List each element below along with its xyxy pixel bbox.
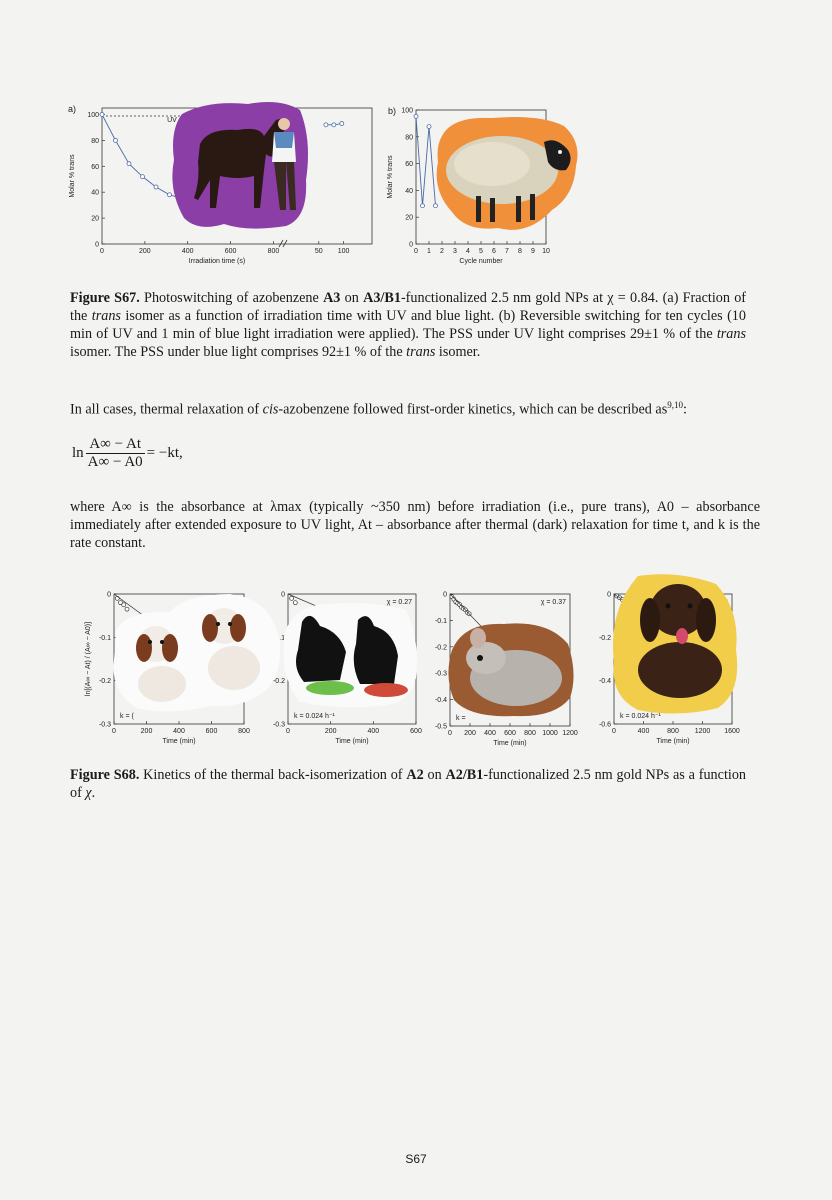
caption-text: . (91, 785, 96, 801)
x-axis-label: Time (min) (656, 738, 690, 745)
axis-break (279, 240, 287, 247)
x-tick-label: 2 (440, 248, 444, 255)
y-tick-label: 0 (107, 591, 111, 599)
paragraph-italic: cis (262, 401, 279, 418)
caption-text: on (340, 290, 364, 306)
uv-data-point (154, 185, 158, 189)
uv-annotation: UV (167, 117, 177, 124)
figure-s67-caption (70, 289, 746, 361)
x-tick-label: 10 (542, 248, 550, 255)
definitions-paragraph: where A∞ is the absorbance at λmax (typically ~350 nm) before irradiation (i.e., pure trans), A0 – absorbance immediately after extended exposure to UV light, At – absorbance after thermal (dark) relaxation for time t, and k is the rate constant. (70, 499, 760, 551)
uv-data-point (100, 112, 104, 116)
x-tick-label: 100 (337, 248, 350, 255)
equation-rhs: = −kt, (146, 444, 183, 461)
x-tick-label: 600 (410, 728, 422, 735)
caption-text: -functionalized 2.5 nm gold NPs as a function of (70, 767, 747, 801)
x-tick-label: 200 (324, 728, 337, 735)
y-tick-label: 0 (607, 591, 611, 599)
y-tick-label: -0.5 (434, 723, 447, 731)
x-tick-label: 9 (531, 248, 535, 255)
puppies-sticker (110, 590, 282, 716)
caption-text: isomer as a function of irradiation time with UV and blue light. (b) Reversible switching for ten cycles (10 min of UV and 1 min of blue light irradiation were applied). The PSS under UV light comprises 29±1 % of the (70, 308, 746, 342)
y-tick-label: -0.1 (434, 617, 447, 625)
x-tick-label: 0 (100, 248, 104, 255)
paragraph-text: -azobenzene followed first-order kinetics, which can be described as (278, 401, 668, 418)
uv-data-point (114, 138, 118, 142)
caption-label: Figure S68. (70, 767, 140, 783)
rate-constant-label: k = 0.024 h⁻¹ (620, 713, 661, 720)
rate-equation (72, 436, 183, 471)
blue-data-point (332, 123, 336, 127)
y-axis-label: ln[(A∞ − At) / (A∞ − A0)] (85, 621, 92, 697)
y-tick-label: 0 (443, 591, 447, 599)
x-tick-label: 800 (667, 728, 679, 735)
x-tick-label: 600 (504, 730, 516, 737)
x-tick-label: 0 (112, 728, 116, 735)
x-tick-label: 1000 (542, 730, 558, 737)
y-tick-label: 0 (281, 591, 285, 599)
body-paragraph (70, 396, 760, 419)
y-tick-label: 80 (91, 137, 99, 145)
switching-data-point (414, 114, 418, 118)
caption-italic: trans (716, 326, 746, 342)
x-tick-label: 50 (314, 248, 323, 255)
y-tick-label: -0.2 (98, 678, 111, 686)
blue-data-point (340, 122, 344, 126)
x-tick-label: 200 (139, 248, 151, 255)
caption-text: Photoswitching of azobenzene (139, 290, 324, 306)
reference-superscript: 9,10 (667, 400, 683, 410)
x-tick-label: 0 (448, 730, 452, 737)
caption-text: isomer. The PSS under blue light comprises 92±1 % of the (70, 344, 407, 360)
black-puppies-sticker (280, 598, 420, 710)
y-tick-label: 100 (87, 111, 99, 119)
equation-fraction (86, 436, 145, 471)
x-tick-label: 0 (612, 728, 616, 735)
x-tick-label: 400 (173, 728, 185, 735)
chi-label: χ = 0.37 (540, 599, 566, 606)
y-tick-label: 0 (409, 241, 413, 249)
y-tick-label: 40 (91, 189, 99, 197)
chi-label: χ = 0.27 (386, 599, 412, 606)
x-tick-label: 4 (466, 248, 470, 255)
x-tick-label: 5 (479, 248, 483, 255)
uv-data-point (127, 162, 131, 166)
y-tick-label: 80 (405, 134, 413, 142)
y-tick-label: -0.2 (434, 644, 447, 652)
x-tick-label: 400 (181, 248, 194, 255)
x-tick-label: 1600 (724, 728, 740, 735)
y-tick-label: -0.2 (598, 634, 611, 642)
y-tick-label: 100 (401, 107, 413, 115)
y-tick-label: -0.3 (434, 670, 447, 678)
x-tick-label: 800 (524, 730, 536, 737)
compound-a3: A3 (323, 290, 341, 306)
x-tick-label: 8 (518, 248, 522, 255)
rate-constant-label: k = 0.024 h⁻¹ (294, 713, 335, 720)
x-axis-label: Time (min) (162, 738, 196, 745)
equation-numerator: A∞ − At (86, 436, 145, 454)
y-tick-label: -0.6 (598, 721, 611, 729)
page-number: S67 (405, 1152, 427, 1166)
x-tick-label: 1200 (562, 730, 578, 737)
caption-label: Figure S67. (70, 290, 140, 306)
x-tick-label: 600 (224, 248, 237, 255)
x-tick-label: 800 (238, 728, 250, 735)
compound-a2b1: A2/B1 (445, 767, 484, 783)
x-tick-label: 1 (427, 248, 431, 255)
x-tick-label: 0 (286, 728, 290, 735)
x-tick-label: 400 (367, 728, 380, 735)
y-tick-label: 20 (91, 215, 99, 223)
compound-a2: A2 (406, 767, 424, 783)
caption-text: isomer. (435, 344, 481, 360)
paragraph-text: : (682, 401, 687, 418)
blue-data-point (324, 123, 328, 127)
y-tick-label: -0.4 (434, 697, 447, 705)
y-tick-label: 40 (405, 187, 413, 195)
y-tick-label: 20 (405, 214, 413, 222)
y-axis-label: Molar % trans (387, 155, 394, 199)
switching-data-point (421, 204, 425, 208)
sheep-sticker (432, 112, 582, 236)
x-tick-label: 0 (414, 248, 418, 255)
y-axis-label: Molar % trans (69, 154, 76, 198)
chinchilla-sticker (444, 614, 576, 718)
dachshund-sticker (608, 570, 742, 716)
x-tick-label: 1200 (694, 728, 711, 735)
y-tick-label: 60 (91, 163, 99, 171)
caption-italic: trans (406, 344, 436, 360)
uv-data-point (141, 175, 145, 179)
x-tick-label: 6 (492, 248, 496, 255)
caption-text: -functionalized 2.5 nm gold NPs at χ = 0.84. (a) Fraction of the (70, 290, 747, 324)
y-tick-label: -0.3 (272, 721, 285, 729)
y-tick-label: -0.1 (98, 634, 111, 642)
x-axis-label: Cycle number (459, 258, 503, 265)
horse-and-person-sticker (168, 100, 310, 230)
caption-italic: trans (91, 308, 121, 324)
equation-ln: ln (72, 444, 84, 461)
x-tick-label: 200 (140, 728, 153, 735)
y-tick-label: 60 (405, 161, 413, 169)
switching-data-point (427, 125, 431, 129)
panel-b-letter: b) (388, 106, 397, 116)
y-tick-label: -0.3 (98, 721, 111, 729)
x-tick-label: 400 (637, 728, 650, 735)
x-tick-label: 800 (267, 248, 280, 255)
caption-text: on (423, 767, 446, 783)
y-tick-label: -0.4 (598, 678, 611, 686)
x-axis-label: Time (min) (493, 740, 527, 747)
x-tick-label: 600 (205, 728, 218, 735)
x-axis-label: Time (min) (335, 738, 369, 745)
compound-a3b1: A3/B1 (363, 290, 401, 306)
paragraph-text: In all cases, thermal relaxation of (70, 401, 263, 418)
x-axis-label: Irradiation time (s) (188, 258, 246, 265)
rate-constant-label: k = (456, 715, 466, 722)
y-tick-label: -0.2 (272, 678, 285, 686)
figure-s68-caption (70, 766, 746, 802)
x-tick-label: 400 (484, 730, 496, 737)
panel-a-letter: a) (68, 104, 77, 114)
equation-denominator: A∞ − A0 (87, 454, 143, 470)
rate-constant-label: k = ( (120, 713, 134, 720)
x-tick-label: 200 (464, 730, 476, 737)
caption-italic: χ (85, 785, 92, 801)
caption-text: Kinetics of the thermal back-isomerization of (139, 767, 407, 783)
x-tick-label: 3 (453, 248, 457, 255)
y-tick-label: 0 (95, 241, 99, 249)
x-tick-label: 7 (505, 248, 509, 255)
